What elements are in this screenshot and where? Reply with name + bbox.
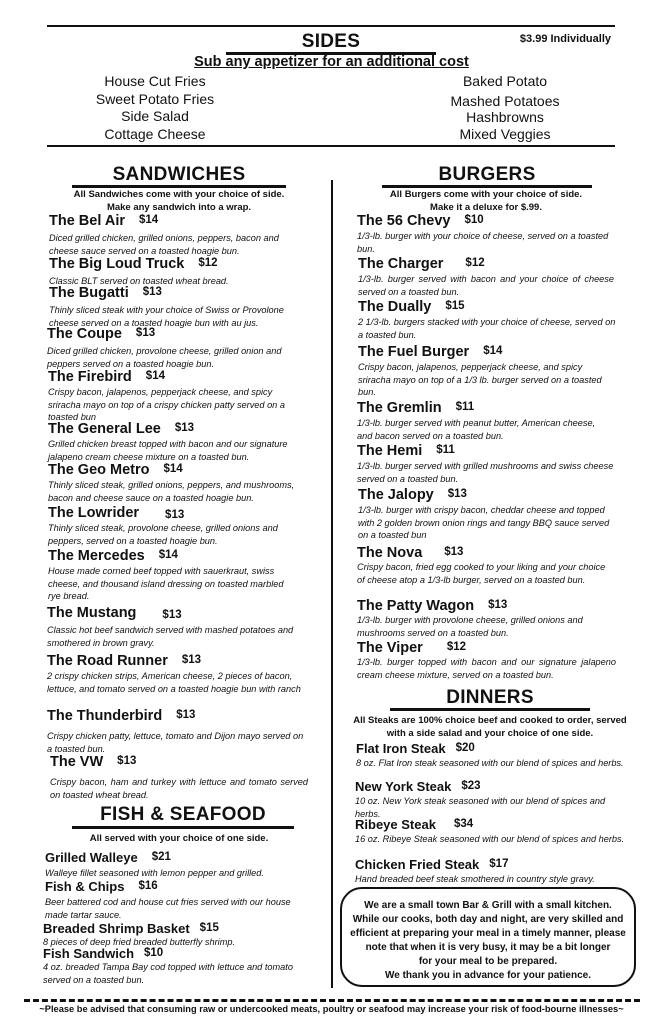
item-price: $12 xyxy=(465,257,485,269)
item-name: The Charger xyxy=(358,256,444,272)
notice-line: While our cooks, both day and night, are very skilled and xyxy=(352,914,624,925)
item-name: The Fuel Burger xyxy=(358,344,470,360)
item-name: The Patty Wagon xyxy=(357,598,475,614)
item-desc: 4 oz. breaded Tampa Bay cod topped with lettuce and tomato served on a toasted bun. xyxy=(43,962,293,985)
item-price: $13 xyxy=(488,599,508,611)
item-desc: 10 oz. New York steak seasoned with our blend of spices and herbs. xyxy=(355,796,606,819)
item-price: $16 xyxy=(138,880,158,892)
item-desc: 1/3-lb. burger served with peanut butter, American cheese, and bacon served on a toasted bun. xyxy=(357,418,596,441)
item-desc: 1/3-lb. burger served with bacon and your choice of cheese served on a toasted bun. xyxy=(358,274,614,297)
menu-item-gremlin xyxy=(357,399,613,442)
sides-right-list xyxy=(430,73,580,142)
menu-item-grilled-walleye xyxy=(45,849,310,880)
item-price: $21 xyxy=(151,851,171,863)
item-price: $20 xyxy=(455,742,475,754)
item-price: $14 xyxy=(145,370,165,382)
item-desc: 16 oz. Ribeye Steak seasoned with our blend of spices and herbs. xyxy=(355,834,625,844)
menu-item-fuel-burger xyxy=(358,343,614,399)
item-name: The General Lee xyxy=(48,421,161,437)
item-price: $15 xyxy=(199,922,219,934)
item-price: $13 xyxy=(447,488,467,500)
item-price: $11 xyxy=(436,444,455,456)
sandwiches-title: SANDWICHES xyxy=(112,164,246,185)
item-name: The VW xyxy=(50,754,104,770)
item-desc: Hand breaded beef steak smothered in country style gravy. xyxy=(355,874,595,884)
menu-item-vw xyxy=(50,753,308,801)
notice-line: for your meal to be prepared. xyxy=(418,956,558,967)
sandwiches-note xyxy=(48,188,310,214)
item-name: Ribeye Steak xyxy=(355,817,436,832)
item-desc: 1/3-lb. burger with crispy bacon, cheddar cheese and topped with 2 golden brown onion rings and tangy BBQ sauce served on a toasted bun xyxy=(358,505,610,540)
dinners-note-line: All Steaks are 100% choice beef and cooked to order, served xyxy=(353,715,627,726)
item-price: $11 xyxy=(455,401,475,413)
menu-item-56-chevy xyxy=(357,212,613,255)
side-item: Mashed Potatoes xyxy=(450,92,560,109)
item-desc: 1/3-lb. burger with your choice of cheese, served on a toasted bun. xyxy=(357,231,609,254)
item-desc: 8 oz. Flat Iron steak seasoned with our blend of spices and herbs. xyxy=(356,758,624,768)
sides-price: $3.99 Individually xyxy=(519,33,611,45)
sides-bottom-rule xyxy=(47,145,615,147)
menu-item-bel-air xyxy=(49,212,294,257)
menu-item-big-loud-truck xyxy=(49,255,294,288)
item-name: The Mercedes xyxy=(48,548,145,564)
item-desc: 1/3-lb. burger served with grilled mushrooms and swiss cheese served on a toasted bun. xyxy=(357,461,614,484)
menu-item-patty-wagon xyxy=(357,597,619,639)
item-desc: 8 pieces of deep fried breaded butterfly shrimp. xyxy=(43,937,236,947)
sandwiches-note-line: Make any sandwich into a wrap. xyxy=(106,202,252,213)
notice-line: note that when it is very busy, it may be a bit longer xyxy=(365,942,611,953)
side-item: Sweet Potato Fries xyxy=(95,90,215,107)
item-desc: Crispy chicken patty, lettuce, tomato and Dijon mayo served on a toasted bun. xyxy=(47,731,304,754)
notice-line: We thank you in advance for your patience. xyxy=(385,970,591,981)
item-price: $12 xyxy=(446,641,466,653)
item-price: $14 xyxy=(158,549,178,561)
item-desc: Classic hot beef sandwich served with mashed potatoes and smothered in brown gravy. xyxy=(47,625,294,648)
item-price: $13 xyxy=(142,286,162,298)
food-safety-disclaimer: ~Please be advised that consuming raw or undercooked meats, poultry or seafood may increase your risk of food-bourne illnesses~ xyxy=(39,1004,624,1014)
menu-item-coupe xyxy=(47,325,297,370)
menu-item-jalopy xyxy=(358,486,616,542)
item-name: The Bugatti xyxy=(49,285,129,301)
item-desc: Thinly sliced steak, grilled onions, peppers, and mushrooms, bacon and cheese sauce on a toasted hoagie bun. xyxy=(48,480,295,503)
item-name: The Bel Air xyxy=(49,213,126,229)
item-desc: Grilled chicken breast topped with bacon and our signature jalapeno cream cheese mixture on a toasted bun. xyxy=(48,439,288,462)
dinners-title-underline xyxy=(390,708,590,711)
menu-item-general-lee xyxy=(48,420,300,463)
item-desc: Crispy bacon, jalapenos, pepperjack cheese, and spicy sriracha mayo on top of a 1/3 lb. burger served on a toasted bun. xyxy=(358,362,602,397)
item-name: The Viper xyxy=(357,640,423,656)
footer-dashed-rule xyxy=(24,999,640,1002)
item-price: $13 xyxy=(444,546,464,558)
item-name: The Hemi xyxy=(357,443,423,459)
item-name: Chicken Fried Steak xyxy=(355,857,480,872)
item-name: The Mustang xyxy=(47,605,137,621)
item-price: $15 xyxy=(445,300,465,312)
item-name: The Thunderbird xyxy=(47,708,163,724)
dinners-note xyxy=(347,714,633,740)
item-name: Fish Sandwich xyxy=(43,946,135,961)
item-desc: Crispy bacon, ham and turkey with lettuce and tomato served on toasted wheat bread. xyxy=(50,777,308,800)
item-name: The Geo Metro xyxy=(48,462,150,478)
item-desc: Diced grilled chicken, grilled onions, peppers, bacon and cheese sauce served on a toasted hoagie bun. xyxy=(49,233,279,256)
item-price: $34 xyxy=(453,818,474,830)
item-price: $13 xyxy=(117,755,137,767)
item-name: The Road Runner xyxy=(47,653,168,669)
menu-item-bugatti xyxy=(49,284,299,329)
menu-item-lowrider xyxy=(48,504,293,547)
item-name: The Coupe xyxy=(47,326,122,342)
item-name: The Lowrider xyxy=(48,505,140,521)
menu-item-flat-iron-steak xyxy=(356,740,628,770)
menu-item-geo-metro xyxy=(48,461,306,504)
item-price: $10 xyxy=(464,214,484,226)
item-price: $13 xyxy=(165,509,185,521)
item-price: $12 xyxy=(198,257,218,269)
menu-item-mustang xyxy=(47,604,309,649)
item-price: $14 xyxy=(483,345,503,357)
menu-item-fish-sandwich xyxy=(43,945,298,986)
kitchen-notice-box xyxy=(340,887,636,987)
burgers-note-line: Make it a deluxe for $.99. xyxy=(430,202,542,213)
menu-item-firebird xyxy=(48,368,300,424)
item-price: $13 xyxy=(135,327,156,339)
column-divider xyxy=(331,180,333,988)
item-name: Breaded Shrimp Basket xyxy=(43,921,190,936)
notice-line: We are a small town Bar & Grill with a small kitchen. xyxy=(364,900,612,911)
side-item: Mixed Veggies xyxy=(459,125,551,142)
menu-item-thunderbird xyxy=(47,707,309,755)
item-desc: 1/3-lb. burger with provolone cheese, grilled onions and mushrooms served on a toasted bun. xyxy=(357,615,583,638)
item-price: $14 xyxy=(163,463,183,475)
item-desc: 1/3-lb. burger topped with bacon and our signature jalapeno cream cheese mixture, served on a toasted bun. xyxy=(357,657,616,680)
side-item: Baked Potato xyxy=(462,73,548,89)
item-price: $14 xyxy=(139,214,159,226)
item-desc: 2 1/3-lb. burgers stacked with your choice of cheese, served on a toasted bun. xyxy=(358,317,616,340)
item-desc: Beer battered cod and house cut fries served with our house made tartar sauce. xyxy=(45,897,291,920)
side-item: Cottage Cheese xyxy=(104,125,206,142)
item-price: $13 xyxy=(162,609,182,621)
menu-item-new-york-steak xyxy=(355,778,630,820)
seafood-title: FISH & SEAFOOD xyxy=(100,804,266,825)
item-name: New York Steak xyxy=(355,779,452,794)
side-item: House Cut Fries xyxy=(104,73,206,89)
item-name: The 56 Chevy xyxy=(357,213,451,229)
menu-item-mercedes xyxy=(48,547,296,603)
sides-subtitle: Sub any appetizer for an additional cost xyxy=(194,54,469,70)
item-desc: House made corned beef topped with sauerkraut, swiss cheese, and thousand island dressing on toasted marbled rye bread. xyxy=(48,566,284,601)
item-name: The Jalopy xyxy=(358,487,434,503)
item-price: $13 xyxy=(181,654,202,666)
notice-line: efficient at preparing your meal in a timely manner, please xyxy=(350,928,626,939)
menu-item-fish-chips xyxy=(45,878,315,921)
item-price: $23 xyxy=(461,780,481,792)
item-desc: Crispy bacon, jalapenos, pepperjack cheese, and spicy sriracha mayo on top of a crispy chicken patty served on a toasted bun xyxy=(48,387,285,422)
item-name: The Nova xyxy=(357,545,423,561)
side-item: Side Salad xyxy=(121,108,189,124)
item-desc: Diced grilled chicken, provolone cheese, grilled onion and peppers served on a toasted hoagie bun. xyxy=(47,346,282,369)
seafood-note: All served with your choice of one side. xyxy=(89,833,269,844)
burgers-note-line: All Burgers come with your choice of side. xyxy=(389,189,583,200)
sides-left-list xyxy=(80,73,230,143)
side-item: Hashbrowns xyxy=(466,109,544,125)
item-name: The Big Loud Truck xyxy=(49,256,185,272)
item-price: $10 xyxy=(144,947,164,959)
item-name: Grilled Walleye xyxy=(45,850,138,865)
menu-item-hemi xyxy=(357,442,619,485)
item-desc: Crispy bacon, fried egg cooked to your liking and your choice of cheese atop a 1/3-lb burger, served on a toasted bun. xyxy=(357,562,606,585)
item-price: $13 xyxy=(176,709,196,721)
item-name: Fish & Chips xyxy=(45,879,125,894)
menu-item-road-runner xyxy=(47,652,307,695)
menu-item-nova xyxy=(357,544,613,586)
item-name: The Dually xyxy=(358,299,432,315)
item-name: The Firebird xyxy=(48,369,132,385)
item-desc: 2 crispy chicken strips, American cheese, 2 pieces of bacon, lettuce, and tomato served on a toasted hoagie bun with ranch xyxy=(47,671,301,694)
dinners-note-line: with a side salad and your choice of one side. xyxy=(386,728,594,739)
item-desc: Thinly sliced steak, provolone cheese, grilled onions and peppers, served on a toasted hoagie bun. xyxy=(48,523,278,546)
item-name: The Gremlin xyxy=(357,400,442,416)
item-desc: Walleye fillet seasoned with lemon pepper and grilled. xyxy=(45,868,264,878)
item-desc: Classic BLT served on toasted wheat bread. xyxy=(49,276,229,286)
menu-item-ribeye-steak xyxy=(355,816,630,846)
menu-item-charger xyxy=(358,255,614,298)
menu-item-viper xyxy=(357,639,616,681)
item-price: $17 xyxy=(489,858,509,870)
sandwiches-note-line: All Sandwiches come with your choice of side. xyxy=(73,189,285,200)
top-rule xyxy=(47,25,615,27)
dinners-title: DINNERS xyxy=(446,687,534,708)
item-price: $13 xyxy=(174,422,195,434)
item-desc: Thinly sliced steak with your choice of Swiss or Provolone cheese served on a toasted hoagie bun with au jus. xyxy=(49,305,284,328)
menu-item-dually xyxy=(358,298,618,341)
sides-title: SIDES xyxy=(301,31,361,52)
burgers-title: BURGERS xyxy=(438,164,536,185)
seafood-title-underline xyxy=(72,826,294,829)
burgers-note xyxy=(355,188,617,214)
item-name: Flat Iron Steak xyxy=(356,741,446,756)
menu-item-chicken-fried-steak xyxy=(355,856,630,886)
